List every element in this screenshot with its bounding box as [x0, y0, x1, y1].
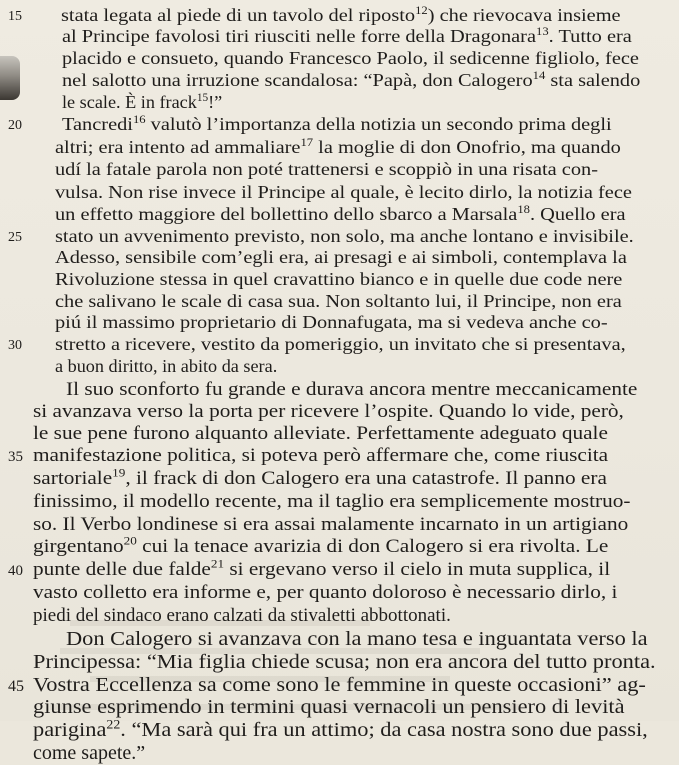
text-line: punte delle due falde$^{21}$ si ergevano verso il cielo in muta supplica, il [33, 557, 611, 580]
line-number: 40 [8, 563, 23, 579]
text-line: Il suo sconforto fu grande e durava ancora mentre meccanicamente [66, 379, 638, 400]
text-line: finissimo, il modello recente, ma il taglio era semplicemente mostruo- [33, 491, 631, 512]
text-line: giunse esprimendo in termini quasi vernacoli un pensiero di levità [33, 696, 625, 718]
text-line: stato un avvenimento previsto, non solo, ma anche lontano e invisibile. [55, 226, 634, 246]
line-number: 30 [8, 338, 22, 353]
text-line: udí la fatale parola non poté trattenersi e scoppiò in una risata con- [55, 159, 599, 179]
text-line: le scale. È in frack$^{15}$!” [62, 91, 223, 112]
text-line: placido e consueto, quando Francesco Paolo, il sedicenne figliolo, fece [62, 48, 639, 68]
text-line: Principessa: “Mia figlia chiede scusa; non era ancora del tutto pronta. [33, 651, 656, 673]
text-line: Rivoluzione stessa in quel cravattino bianco e in quelle due code nere [55, 269, 623, 289]
text-line: piú il massimo proprietario di Donnafugata, ma si vedeva anche co- [55, 312, 608, 332]
text-line: stata legata al piede di un tavolo del riposto$^{12}$) che rievocava insieme [61, 4, 621, 25]
text-line: nel salotto una irruzione scandalosa: “Papà, don Calogero$^{14}$ sta salendo [62, 69, 641, 90]
line-number: 45 [8, 678, 24, 695]
text-line: Tancredi$^{16}$ valutò l’importanza della notizia un secondo prima degli [62, 113, 612, 134]
text-line: le sue pene furono alquanto alleviate. Perfettamente adeguato quale [33, 423, 608, 444]
text-line: altri; era intento ad ammaliare$^{17}$ la moglie di don Onofrio, ma quando [55, 136, 621, 157]
text-line: si avanzava verso la porta per ricevere l’ospite. Quando lo vide, però, [33, 401, 624, 422]
text-line: piedi del sindaco erano calzati da stivaletti abbottonati. [33, 605, 451, 626]
line-number: 25 [8, 230, 22, 245]
text-line: so. Il Verbo londinese si era assai malamente incarnato in un artigiano [33, 514, 629, 535]
text-line: vulsa. Non rise invece il Principe al quale, è lecito dirlo, la notizia fece [55, 182, 632, 202]
text-line: Don Calogero si avanzava con la mano tesa e inguantata verso la [66, 628, 648, 650]
text-line: stretto a ricevere, vestito da pomeriggio, un invitato che si presentava, [55, 334, 626, 354]
text-line: vasto colletto era informe e, per quanto doloroso è necessario dirlo, i [33, 582, 618, 603]
text-line: Adesso, sensibile com’egli era, ai presagi e ai simboli, contemplava la [55, 247, 627, 267]
text-line: sartoriale$^{19}$, il frack di don Calogero era una catastrofe. Il panno era [33, 466, 607, 489]
text-line: manifestazione politica, si poteva però affermare che, come riuscita [33, 445, 609, 466]
text-line: parigina$^{22}$. “Ma sarà qui fra un attimo; da casa nostra sono due passi, [33, 717, 648, 741]
text-line: Vostra Eccellenza sa come sono le femmine in queste occasioni” ag- [33, 674, 646, 696]
line-number: 20 [8, 118, 22, 133]
text-line: a buon diritto, in abito da sera. [55, 356, 278, 376]
line-number: 15 [8, 9, 22, 24]
text-line: come sapete.” [33, 742, 146, 764]
text-line: al Principe favolosi tiri riusciti nelle forre della Dragonara$^{13}$. Tutto era [62, 25, 632, 46]
text-line: un effetto maggiore del bollettino dello sbarco a Marsala$^{18}$. Quello era [55, 203, 626, 224]
line-number: 35 [8, 449, 23, 465]
text-line: che salivano le scale di casa sua. Non soltanto lui, il Principe, non era [55, 291, 622, 311]
text-line: girgentano$^{20}$ cui la tenace avarizia di don Calogero si era rivolta. Le [33, 534, 609, 557]
